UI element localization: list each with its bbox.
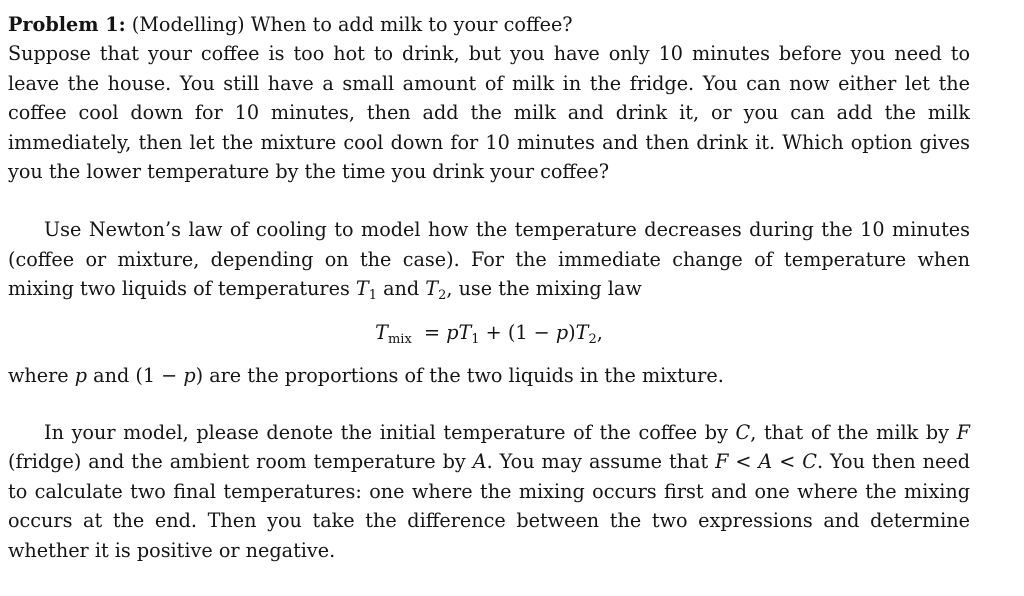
inequality: F < A < C	[715, 450, 817, 474]
formula-p: p	[446, 320, 459, 344]
formula-t1: $T_1$	[458, 320, 480, 347]
instructions-part1: In your model, please denote the initial temperature of the coffee by	[44, 421, 736, 445]
proportion-note	[8, 361, 970, 390]
model-paragraph	[8, 215, 970, 303]
formula-close: )	[568, 320, 576, 344]
formula-lhs: $T_{mix}$	[375, 320, 412, 347]
var-f: F	[956, 421, 970, 445]
problem-intro: Suppose that your coffee is too hot to drink, but you have only 10 minutes before you need to leave the house. You still have a small amount of milk in the fridge. You can now either let the coffee cool down for 10 minutes, then add the milk and drink it, or you can add the milk immediately, then let the mixture cool down for 10 minutes and then drink it. Which option gives you the lower temperature by the time you drink your coffee?	[8, 42, 970, 184]
instructions-part4: . You may assume that	[486, 450, 716, 474]
formula-mix-sub: mix	[387, 331, 412, 347]
formula-t2: $T_2$	[575, 320, 597, 347]
proportion-p2: p	[183, 363, 196, 387]
formula-t1-sub: 1	[471, 331, 480, 347]
proportion-p: p	[74, 363, 88, 387]
formula-end: ,	[596, 320, 603, 344]
var-t2: $T_2$	[425, 277, 447, 304]
problem-heading-label: Problem 1:	[8, 13, 126, 36]
problem-document	[8, 10, 970, 565]
problem-statement	[8, 10, 970, 186]
var-t1-sub: 1	[368, 288, 377, 304]
proportion-before: where	[8, 363, 75, 387]
model-text-end: , use the mixing law	[446, 277, 642, 301]
formula-mid: + (1 −	[479, 320, 556, 344]
mixing-law-formula	[8, 318, 970, 347]
var-t1: $T_1$	[355, 277, 377, 304]
proportion-after: ) are the proportions of the two liquids in the mixture.	[195, 363, 724, 387]
formula-p2: p	[555, 320, 569, 344]
problem-heading-title: (Modelling) When to add milk to your coffee?	[131, 13, 573, 36]
formula-equals: =	[417, 320, 447, 344]
model-text-start: Use Newton’s law of cooling to model how the temperature decreases during the 10 minutes (coffee or mixture, depending on the case). For the immediate change of temperature when mixing two liquids of temperatures	[8, 218, 970, 301]
var-t2-sub: 2	[438, 288, 447, 304]
instructions-part2: , that of the milk by	[750, 421, 957, 445]
var-c: C	[735, 421, 751, 445]
instructions-paragraph	[8, 418, 970, 565]
proportion-mid: and (1 −	[87, 363, 184, 387]
formula-t2-sub: 2	[588, 331, 597, 347]
instructions-part5: . You then need to calculate two final temperatures: one where the mixing occurs first and one where the mixing occurs at the end. Then you take the difference between the two expressions and determine whether it is positive or negative.	[8, 450, 971, 562]
model-text-between: and	[377, 277, 426, 301]
var-a: A	[472, 450, 487, 474]
instructions-part3: (fridge) and the ambient room temperature by	[8, 450, 473, 474]
